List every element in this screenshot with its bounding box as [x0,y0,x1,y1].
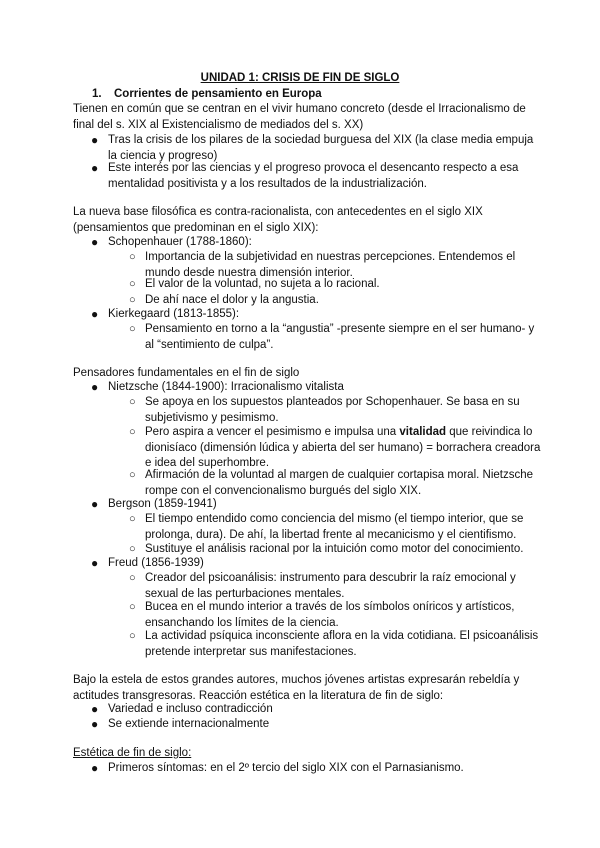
text-line: La nueva base filosófica es contra-racionalista, con antecedentes en el siglo XIX [73,206,483,218]
base-paragraph [73,205,533,236]
bold-term: vitalidad [399,426,447,438]
text-run: Pero aspira a vencer el pesimismo e impulsa una [145,426,400,438]
intro-paragraph [73,102,533,133]
text-line: la ciencia y progreso) [108,149,218,162]
sub-bullet-item [129,277,517,293]
circle-bullet-icon: ○ [129,294,136,306]
text-line: Se apoya en los supuestos planteados por Schopenhauer. Se basa en su [145,396,520,408]
text-line: El valor de la voluntad, no sujeta a lo racional. [145,278,380,290]
sub-bullet-item [129,571,517,602]
text-line: dionisíaco (dimensión lúdica y abierta del ser humano) = borrachera creadora [145,441,541,454]
text-line: (pensamientos que predominan en el siglo XIX): [73,221,319,234]
circle-bullet-icon: ○ [129,630,136,642]
text-line: Afirmación de la voluntad al margen de cualquier cortapisa moral. Nietzsche [145,469,534,481]
circle-bullet-icon: ○ [129,396,136,408]
bullet-icon: ● [91,380,99,394]
bullet-item-bergson [91,497,528,513]
bullet-icon: ● [91,307,99,321]
section-number: 1. [92,88,102,100]
text-line: actitudes transgresoras. Reacción estética en la literatura de fin de siglo: [73,689,444,702]
text-line: prolonga, dura). De ahí, la libertad frente al mecanicismo y el cientifismo. [145,528,517,541]
circle-bullet-icon: ○ [129,469,136,481]
bullet-icon: ● [91,497,99,511]
circle-bullet-icon: ○ [129,572,136,584]
text-line [145,425,533,441]
text-line: mentalidad positivista y a los resultados de la industrialización. [108,177,427,190]
bullet-icon: ● [91,702,99,716]
text-line: De ahí nace el dolor y la angustia. [145,294,319,306]
text-line: Bergson (1859-1941) [108,498,217,510]
section-title: Corrientes de pensamiento en Europa [114,88,322,100]
text-line: subjetivismo y pesimismo. [145,411,279,424]
sub-bullet-item [129,629,539,660]
sub-bullet-item [129,425,541,472]
text-line: Tras la crisis de los pilares de la sociedad burguesa del XIX (la clase media empuja [108,134,534,146]
circle-bullet-icon: ○ [129,601,136,613]
text-line: Este interés por las ciencias y el progreso provoca el desencanto respecto a esa [108,162,519,174]
sub-bullet-item [129,468,534,499]
bullet-item [91,761,528,777]
bullet-item-nietzsche [91,380,528,396]
bullet-item [91,702,528,718]
bullet-icon: ● [91,235,99,249]
estela-paragraph [73,673,533,704]
text-run: que reivindica lo [446,426,533,438]
text-line: Freud (1856-1939) [108,557,204,569]
text-line: Estética de fin de siglo: [73,747,192,759]
text-line: final del s. XIX al Existencialismo de mediados del s. XX) [73,118,364,131]
bullet-icon: ● [91,717,99,731]
circle-bullet-icon: ○ [129,251,136,263]
text-line: Pensamiento en torno a la “angustia” -presente siempre en el ser humano- y [145,323,535,335]
circle-bullet-icon: ○ [129,278,136,290]
text-line: sexual de las perturbaciones mentales. [145,587,345,600]
text-line: Bajo la estela de estos grandes autores, muchos jóvenes artistas expresarán rebeldía y [73,674,520,686]
text-line: La actividad psíquica inconsciente aflora en la vida cotidiana. El psicoanálisis [145,630,539,642]
bullet-item-schopenhauer [91,235,528,251]
text-line: Se extiende internacionalmente [108,718,270,730]
circle-bullet-icon: ○ [129,513,136,525]
bullet-item-kierkegaard [91,307,528,323]
bullet-icon: ● [91,161,99,175]
sub-bullet-item [129,395,520,426]
text-line: mundo desde nuestra dimensión interior. [145,266,353,279]
text-line: Variedad e incluso contradicción [108,703,273,715]
text-line: Importancia de la subjetividad en nuestras percepciones. Entendemos el [145,251,516,263]
text-line: pretende interpretar sus manifestaciones. [145,645,357,658]
estetica-heading [73,746,533,762]
text-line: ensanchando los límites de la ciencia. [145,616,339,629]
text-line: Pensadores fundamentales en el fin de siglo [73,367,300,379]
circle-bullet-icon: ○ [129,543,136,555]
section-heading [92,87,322,103]
text-line: Bucea en el mundo interior a través de los símbolos oníricos y artísticos, [145,601,515,613]
text-line: Creador del psicoanálisis: instrumento para descubrir la raíz emocional y [145,572,516,584]
sub-bullet-item [129,600,517,631]
bullet-icon: ● [91,761,99,775]
text-line: Schopenhauer (1788-1860): [108,236,252,248]
text-line: al “sentimiento de culpa”. [145,338,274,351]
bullet-item-freud [91,556,528,572]
circle-bullet-icon: ○ [129,426,136,438]
bullet-item [91,133,534,164]
bullet-item [91,717,528,733]
text-line: Kierkegaard (1813-1855): [108,308,240,320]
unit-title: UNIDAD 1: CRISIS DE FIN DE SIGLO [200,72,400,84]
sub-bullet-item [129,322,535,353]
text-line: Tienen en común que se centran en el vivir humano concreto (desde el Irracionalismo de [73,103,526,115]
circle-bullet-icon: ○ [129,323,136,335]
bullet-item [91,161,528,192]
text-line: rompe con el convencionalismo burgués del siglo XIX. [145,484,422,497]
text-line: El tiempo entendido como conciencia del mismo (el tiempo interior, que se [145,513,524,525]
text-line: Primeros síntomas: en el 2º tercio del siglo XIX con el Parnasianismo. [108,762,464,774]
bullet-icon: ● [91,556,99,570]
bullet-icon: ● [91,133,99,147]
sub-bullet-item [129,512,524,543]
text-line: e idea del superhombre. [145,457,270,470]
text-line: Sustituye el análisis racional por la intuición como motor del conocimiento. [145,543,524,555]
text-line: Nietzsche (1844-1900): Irracionalismo vitalista [108,381,344,393]
